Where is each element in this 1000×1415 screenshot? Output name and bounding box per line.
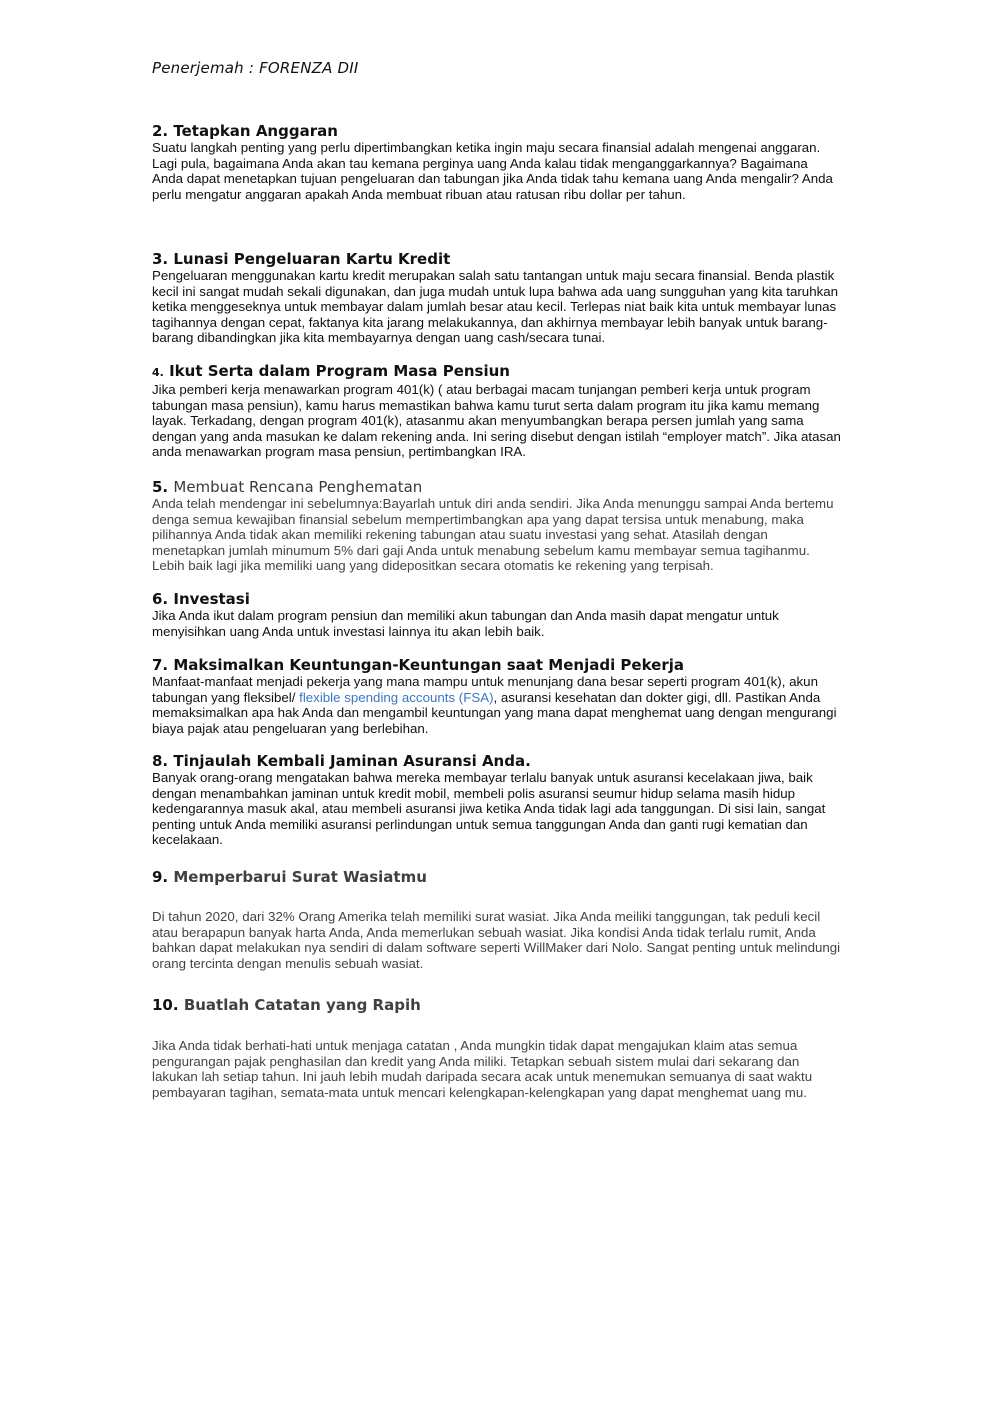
- section-9-body: Di tahun 2020, dari 32% Orang Amerika telah memiliki surat wasiat. Jika Anda meiliki tanggungan, tak peduli kecil atau berapapun banyak harta Anda, Anda memerlukan sebuah wasiat. Jika kondisi Anda tidak terlalu rumit, Anda bahkan dapat melakukan nya sendiri di dalam software seperti WillMaker dari Nolo. Sangat penting untuk melindungi orang tercinta dengan menulis sebuah wasiat.: [152, 909, 841, 971]
- section-8-body: Banyak orang-orang mengatakan bahwa mereka membayar terlalu banyak untuk asuransi kecelakaan jiwa, baik dengan menambahkan jaminan untuk kredit mobil, membeli polis asuransi seumur hidup selama masih hidup kedengarannya masuk akal, atau membeli asuransi jiwa ketika Anda tidak lagi ada tanggungan. Di sisi lain, sangat penting untuk Anda memiliki asuransi perlindungan untuk semua tanggungan Anda dan ganti rugi kematian dan kecelakaan.: [152, 770, 826, 848]
- section-6: [152, 590, 852, 639]
- section-3: [152, 250, 852, 346]
- section-4-heading: 4. Ikut Serta dalam Program Masa Pensiun: [152, 362, 510, 380]
- section-9-heading: 9. Memperbarui Surat Wasiatmu: [152, 868, 427, 886]
- section-6-heading: 6. Investasi: [152, 590, 250, 608]
- section-10-content: [152, 1038, 852, 1100]
- section-2-body: Suatu langkah penting yang perlu dipertimbangkan ketika ingin maju secara finansial adalah mengenai anggaran. Lagi pula, bagaimana Anda akan tau kemana perginya uang Anda kalau tidak menganggarkannya? Bagaimana Anda dapat menetapkan tujuan pengeluaran dan tabungan jika Anda tidak tahu kemana uang Anda mengalir? Anda perlu mengatur anggaran apakah Anda membuat ribuan atau ratusan ribu dollar per tahun.: [152, 140, 833, 202]
- section-5-heading: 5. Membuat Rencana Penghematan: [152, 478, 423, 496]
- section-7-heading: 7. Maksimalkan Keuntungan-Keuntungan saat Menjadi Pekerja: [152, 656, 685, 674]
- section-2: [152, 122, 852, 202]
- section-4-body: Jika pemberi kerja menawarkan program 401(k) ( atau berbagai macam tunjangan pemberi kerja untuk program tabungan masa pensiun), kamu harus memastikan bahwa kamu turut serta dalam program itu jika kamu memang layak. Terkadang, dengan program 401(k), atasanmu akan menyumbangkan berapa persen jumlah yang sama dengan yang anda masukan ke dalam rekening anda. Ini sering disebut dengan istilah “employer match”. Jika atasan anda menawarkan program masa pensiun, pertimbangkan IRA.: [152, 382, 841, 460]
- section-9: [152, 868, 852, 886]
- section-10-body: Jika Anda tidak berhati-hati untuk menjaga catatan , Anda mungkin tidak dapat mengajukan klaim atas semua pengurangan pajak penghasilan dan kredit yang Anda miliki. Tetapkan sebuah sistem mulai dari sekarang dan lakukan lah setiap tahun. Ini jauh lebih mudah daripada secara acak untuk menemukan semuanya di saat waktu pembayaran tagihan, semata-mata untuk mencari kelengkapan-kelengkapan yang dapat menghemat uang mu.: [152, 1038, 813, 1100]
- section-10: [152, 996, 852, 1014]
- section-10-heading: 10. Buatlah Catatan yang Rapih: [152, 996, 421, 1014]
- section-9-content: [152, 909, 852, 971]
- section-4: [152, 362, 852, 460]
- section-5-body: Anda telah mendengar ini sebelumnya:Bayarlah untuk diri anda sendiri. Jika Anda menunggu sampai Anda bertemu denga semua kewajiban finansial sebelum mempertimbangkan apa yang dapat tersisa untuk menabung, maka pilihannya Anda tidak akan memiliki rekening tabungan atau suatu investasi yang sehat. Atasilah dengan menetapkan jumlah minumum 5% dari gaji Anda untuk menabung sebelum kamu membayar semua tagihanmu. Lebih baik lagi jika memiliki uang yang didepositkan secara otomatis ke rekening yang terpisah.: [152, 496, 834, 574]
- section-5: [152, 478, 852, 574]
- section-3-body: Pengeluaran menggunakan kartu kredit merupakan salah satu tantangan untuk maju secara finansial. Benda plastik kecil ini sangat mudah sekali digunakan, dan juga mudah untuk lupa bahwa ada uang sungguhan yang kita taruhkan ketika menggeseknya untuk membayar dalam jumlah besar atau kecil. Terlepas niat baik kita untuk membayar lunas tagihannya dengan cepat, faktanya kita jarang melakukannya, dan akhirnya membayar lebih banyak untuk barang- barang dibandingkan jika kita membayarnya dengan uang cash/secara tunai.: [152, 268, 839, 346]
- translator-header: Penerjemah : FORENZA DII: [152, 59, 359, 77]
- fsa-link[interactable]: flexible spending accounts (FSA): [299, 689, 494, 705]
- section-8: [152, 752, 852, 848]
- section-3-heading: 3. Lunasi Pengeluaran Kartu Kredit: [152, 250, 451, 268]
- section-6-body: Jika Anda ikut dalam program pensiun dan memiliki akun tabungan dan Anda masih dapat mengatur untuk menyisihkan uang Anda untuk investasi lainnya itu akan lebih baik.: [152, 608, 779, 639]
- section-8-heading: 8. Tinjaulah Kembali Jaminan Asuransi Anda.: [152, 752, 531, 770]
- section-7: [152, 656, 852, 736]
- section-2-heading: 2. Tetapkan Anggaran: [152, 122, 338, 140]
- section-7-body: Manfaat-manfaat menjadi pekerja yang mana mampu untuk menunjang dana besar seperti program 401(k), akun tabungan yang fleksibel/ flexible spending accounts (FSA), asuransi kesehatan dan dokter gigi, dll. Pastikan Anda memaksimalkan apa hak Anda dan mengambil keuntungan yang mana dapat menghemat uang dengan mengurangi biaya pajak atau pengeluaran yang berlebihan.: [152, 674, 837, 736]
